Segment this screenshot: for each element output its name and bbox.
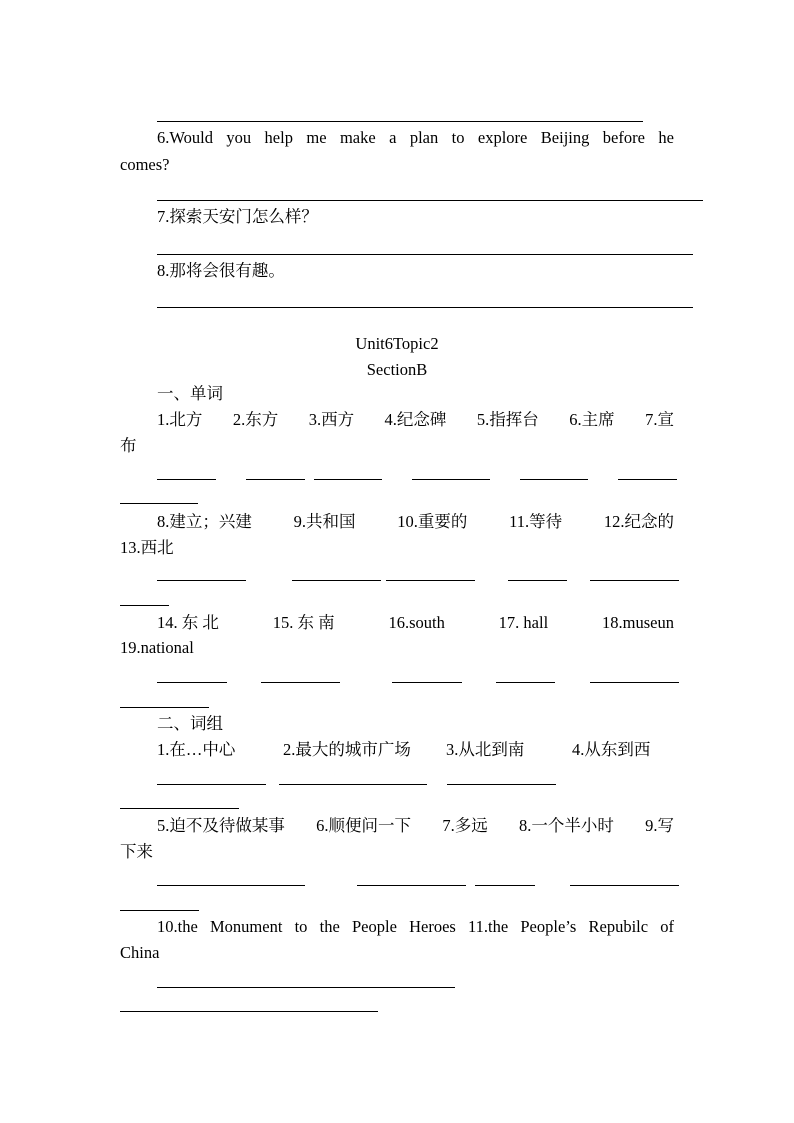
vocab-item: 16.south — [388, 613, 445, 632]
phrase-row-2-tail: 下来 — [120, 842, 153, 861]
phrase-item: 2.最大的城市广场 — [283, 740, 411, 759]
phrase-row-3-tail: China — [120, 943, 160, 962]
vocab-item: 12.纪念的 — [603, 512, 674, 531]
answer-blank[interactable] — [618, 479, 677, 480]
answer-blank[interactable] — [520, 479, 588, 480]
answer-line[interactable] — [157, 254, 693, 255]
answer-blank[interactable] — [261, 682, 340, 683]
vocab-item: 10.重要的 — [397, 512, 468, 531]
answer-blank[interactable] — [475, 885, 535, 886]
answer-blank[interactable] — [292, 580, 381, 581]
answer-blank[interactable] — [279, 784, 427, 785]
vocab-item: 5.指挥台 — [476, 410, 539, 429]
vocab-item: 18.museun — [602, 613, 674, 632]
answer-blank[interactable] — [590, 580, 679, 581]
vocab-item: 4.纪念碑 — [384, 410, 447, 429]
answer-line[interactable] — [157, 121, 643, 122]
answer-blank[interactable] — [386, 580, 475, 581]
answer-blank[interactable] — [392, 682, 462, 683]
answer-blank[interactable] — [447, 784, 556, 785]
unit-title: Unit6Topic2 — [355, 334, 439, 353]
answer-blank[interactable] — [157, 479, 216, 480]
answer-line[interactable] — [157, 307, 693, 308]
answer-blank[interactable] — [120, 910, 199, 911]
vocab-item: 2.东方 — [232, 410, 279, 429]
vocab-item: 11.等待 — [509, 512, 563, 531]
section-title: SectionB — [366, 360, 428, 379]
phrase-item: 4.从东到西 — [572, 740, 651, 759]
answer-blank[interactable] — [120, 707, 209, 708]
phrase-row-3: 10.the Monument to the People Heroes 11.the People’s Repubilc of — [157, 917, 674, 936]
answer-blank[interactable] — [120, 605, 169, 606]
question-6-line2: comes? — [120, 155, 170, 174]
answer-blank[interactable] — [314, 479, 382, 480]
phrase-item: 5.迫不及待做某事 — [157, 816, 285, 835]
vocab-row-3-tail: 19.national — [120, 638, 194, 657]
part2-heading: 二、词组 — [157, 714, 223, 733]
vocab-row-1 — [157, 410, 674, 430]
vocab-item: 14. 东 北 — [157, 613, 219, 632]
vocab-item: 3.西方 — [308, 410, 355, 429]
answer-blank[interactable] — [157, 885, 305, 886]
question-6-line1: 6.Would you help me make a plan to explore Beijing before he — [157, 128, 674, 147]
answer-blank[interactable] — [157, 784, 266, 785]
answer-blank[interactable] — [246, 479, 305, 480]
answer-blank[interactable] — [357, 885, 466, 886]
vocab-item: 7.宣 — [645, 410, 674, 429]
part1-heading: 一、单词 — [157, 384, 223, 403]
vocab-item: 15. 东 南 — [272, 613, 335, 632]
vocab-row-2-tail: 13.西北 — [120, 538, 174, 557]
vocab-item: 9.共和国 — [293, 512, 356, 531]
question-8: 8.那将会很有趣。 — [157, 261, 285, 280]
phrase-item: 9.写 — [645, 816, 674, 835]
vocab-item: 17. hall — [498, 613, 549, 632]
answer-blank[interactable] — [120, 503, 198, 504]
vocab-row-1-tail: 布 — [120, 436, 137, 455]
phrase-item: 6.顺便问一下 — [316, 816, 412, 835]
phrase-item: 3.从北到南 — [446, 740, 525, 759]
answer-blank[interactable] — [496, 682, 555, 683]
answer-line[interactable] — [157, 200, 703, 201]
question-7: 7.探索天安门怎么样？ — [157, 207, 318, 226]
answer-blank[interactable] — [157, 987, 455, 988]
vocab-item: 1.北方 — [157, 410, 203, 429]
answer-blank[interactable] — [590, 682, 679, 683]
answer-blank[interactable] — [157, 682, 227, 683]
answer-blank[interactable] — [508, 580, 567, 581]
vocab-row-2 — [157, 512, 674, 532]
phrase-item: 1.在…中心 — [157, 740, 236, 759]
phrase-row-2 — [157, 816, 674, 836]
answer-blank[interactable] — [120, 808, 239, 809]
phrase-item: 8.一个半小时 — [518, 816, 614, 835]
vocab-row-3 — [157, 613, 674, 633]
answer-blank[interactable] — [412, 479, 490, 480]
answer-blank[interactable] — [157, 580, 246, 581]
answer-blank[interactable] — [570, 885, 679, 886]
answer-blank[interactable] — [120, 1011, 378, 1012]
vocab-item: 6.主席 — [569, 410, 615, 429]
phrase-item: 7.多远 — [442, 816, 488, 835]
vocab-item: 8.建立；兴建 — [157, 512, 252, 531]
